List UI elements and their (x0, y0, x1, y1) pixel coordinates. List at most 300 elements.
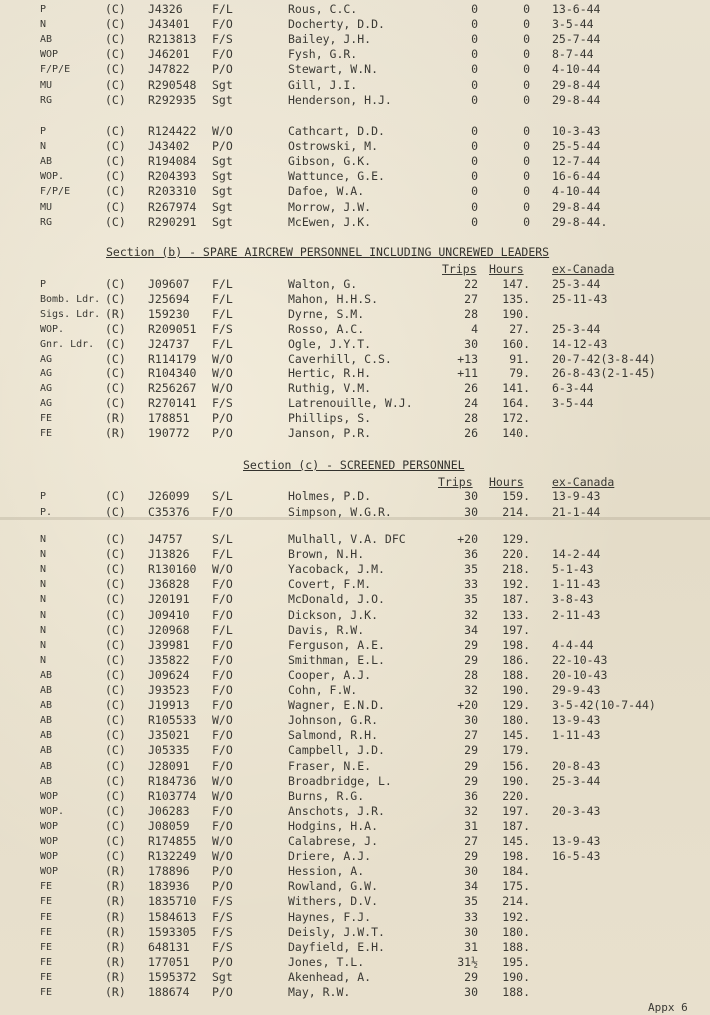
service-number-cell: J05335 (148, 743, 190, 758)
table-row (0, 78, 710, 93)
table-row (0, 894, 710, 909)
ex-canada-cell: 5-1-43 (552, 562, 594, 577)
ex-canada-cell: 4-10-44 (552, 184, 601, 199)
role-cell: WOP. (40, 171, 65, 183)
ex-canada-cell: 3-5-44 (552, 396, 594, 411)
trips-cell: 0 (471, 169, 478, 184)
table-row (0, 834, 710, 849)
table-row (0, 215, 710, 230)
hours-cell: 27. (509, 321, 530, 336)
category-cell: (C) (105, 834, 126, 848)
hours-cell: 147. (502, 277, 530, 291)
trips-cell: 35 (464, 562, 478, 577)
role-cell: AG (40, 368, 53, 380)
ex-canada-cell: 1-11-43 (552, 728, 601, 743)
trips-cell: 31½ (457, 954, 478, 969)
rank-cell: W/O (212, 773, 233, 788)
trips-cell: 30 (464, 864, 478, 879)
role-cell: N (40, 564, 47, 576)
role-cell: FE (40, 881, 53, 893)
role-cell: FE (40, 413, 53, 425)
role-cell: AB (40, 685, 53, 696)
role-cell: WOP. (40, 805, 65, 817)
rank-cell: F/O (212, 652, 233, 667)
category-cell: (R) (105, 969, 126, 984)
service-number-cell: J19913 (148, 698, 190, 713)
ex-canada-cell: 14-12-43 (552, 336, 608, 351)
ex-canada-cell: 29-8-44 (552, 199, 601, 214)
rank-cell: W/O (212, 381, 233, 396)
table-row (0, 124, 710, 139)
table-row (0, 985, 710, 1000)
rank-cell: F/S (212, 894, 233, 909)
category-cell: (R) (105, 954, 126, 969)
category-cell: (C) (105, 505, 126, 519)
service-number-cell: J09410 (148, 607, 190, 622)
name-cell: Driere, A.J. (288, 849, 372, 864)
hours-cell: 175. (502, 879, 530, 894)
name-cell: Yacoback, J.M. (288, 562, 385, 577)
category-cell: (C) (105, 637, 126, 652)
role-cell: AB (40, 156, 53, 168)
service-number-cell: R132249 (148, 849, 197, 864)
service-number-cell: R256267 (148, 381, 197, 396)
table-row (0, 910, 710, 925)
name-cell: Akenhead, A. (288, 969, 372, 984)
name-cell: Calabrese, J. (288, 834, 379, 848)
trips-cell: 31 (464, 939, 478, 954)
category-cell: (R) (105, 426, 126, 440)
rank-cell: F/L (212, 2, 233, 16)
trips-cell: 0 (471, 77, 478, 92)
ex-canada-cell: 22-10-43 (552, 652, 608, 667)
category-cell: (C) (105, 92, 126, 107)
hours-cell: 160. (502, 336, 530, 351)
role-cell: MU (40, 79, 53, 91)
trips-cell: +20 (457, 532, 478, 546)
rank-cell: F/L (212, 547, 233, 562)
hours-cell: 0 (523, 184, 530, 199)
table-row (0, 396, 710, 411)
name-cell: McEwen, J.K. (288, 214, 372, 229)
ex-canada-cell: 29-8-44 (552, 92, 601, 107)
role-cell: FE (40, 956, 53, 968)
role-cell: P (40, 279, 47, 290)
category-cell: (C) (105, 773, 126, 788)
category-cell: (C) (105, 77, 126, 92)
hours-cell: 0 (523, 47, 530, 62)
table-row (0, 184, 710, 199)
hours-cell: 140. (502, 426, 530, 440)
ex-canada-cell: 16-6-44 (552, 169, 601, 184)
category-cell: (C) (105, 607, 126, 622)
category-cell: (C) (105, 396, 126, 411)
rank-cell: F/O (212, 667, 233, 682)
rank-cell: F/O (212, 47, 233, 62)
rank-cell: Sgt (212, 214, 233, 229)
role-cell: FE (40, 911, 53, 923)
name-cell: Mulhall, V.A. DFC (288, 532, 406, 546)
trips-cell: 29 (464, 773, 478, 788)
category-cell: (C) (105, 728, 126, 743)
role-cell: AB (40, 730, 53, 742)
table-row (0, 489, 710, 504)
service-number-cell: R209051 (148, 321, 197, 336)
rank-cell: W/O (212, 849, 233, 864)
rank-cell: F/O (212, 698, 233, 713)
table-row (0, 322, 710, 337)
trips-cell: 26 (464, 426, 478, 440)
service-number-cell: J39981 (148, 637, 190, 652)
ex-canada-cell: 1-11-43 (552, 577, 601, 592)
trips-cell: 33 (464, 577, 478, 592)
role-cell: FE (40, 987, 53, 998)
hours-cell: 187. (502, 818, 530, 833)
category-cell: (C) (105, 577, 126, 592)
category-cell: (C) (105, 17, 126, 32)
service-number-cell: J24737 (148, 336, 190, 351)
trips-cell: 27 (464, 728, 478, 743)
service-number-cell: 159230 (148, 306, 190, 321)
table-row (0, 608, 710, 623)
service-number-cell: R124422 (148, 124, 197, 138)
name-cell: Dayfield, E.H. (288, 939, 385, 954)
category-cell: (R) (105, 879, 126, 894)
role-cell: N (40, 639, 47, 651)
section-c-hours-header: Hours (489, 475, 524, 489)
name-cell: Covert, F.M. (288, 577, 372, 592)
service-number-cell: J13826 (148, 547, 190, 562)
name-cell: Ogle, J.Y.T. (288, 336, 372, 351)
role-cell: WOP (40, 836, 59, 847)
name-cell: Rowland, G.W. (288, 879, 379, 894)
category-cell: (C) (105, 758, 126, 773)
name-cell: Cohn, F.W. (288, 683, 358, 697)
table-row (0, 200, 710, 215)
category-cell: (C) (105, 547, 126, 562)
rank-cell: Sgt (212, 169, 233, 184)
hours-cell: 192. (502, 577, 530, 592)
trips-cell: 0 (471, 47, 478, 62)
category-cell: (C) (105, 489, 126, 503)
rank-cell: W/O (212, 562, 233, 577)
role-cell: AB (40, 775, 53, 787)
table-row (0, 668, 710, 683)
table-row (0, 2, 710, 17)
hours-cell: 198. (502, 637, 530, 652)
name-cell: Walton, G. (288, 277, 358, 291)
category-cell: (C) (105, 562, 126, 577)
service-number-cell: 648131 (148, 939, 190, 954)
role-cell: AB (40, 745, 53, 757)
service-number-cell: J4326 (148, 2, 183, 16)
role-cell: WOP (40, 820, 59, 832)
table-row (0, 337, 710, 352)
service-number-cell: R292935 (148, 92, 197, 107)
service-number-cell: R213813 (148, 32, 197, 47)
ex-canada-cell: 4-10-44 (552, 62, 601, 77)
hours-cell: 0 (523, 139, 530, 154)
rank-cell: W/O (212, 351, 233, 366)
rank-cell: W/O (212, 713, 233, 728)
name-cell: McDonald, J.O. (288, 592, 385, 607)
table-row (0, 307, 710, 322)
hours-cell: 220. (502, 788, 530, 803)
table-row (0, 352, 710, 367)
rank-cell: F/O (212, 637, 233, 652)
rank-cell: F/O (212, 803, 233, 818)
service-number-cell: J43402 (148, 139, 190, 154)
table-row (0, 698, 710, 713)
service-number-cell: R194084 (148, 154, 197, 169)
rank-cell: F/S (212, 924, 233, 939)
service-number-cell: R290291 (148, 214, 197, 229)
service-number-cell: 188674 (148, 985, 190, 999)
ex-canada-cell: 20-3-43 (552, 803, 601, 818)
ex-canada-cell: 29-8-44 (552, 77, 601, 92)
trips-cell: 26 (464, 381, 478, 396)
trips-cell: 32 (464, 607, 478, 622)
name-cell: Holmes, P.D. (288, 489, 372, 503)
role-cell: P (40, 491, 47, 502)
ex-canada-cell: 14-2-44 (552, 547, 601, 562)
table-row (0, 849, 710, 864)
name-cell: Gibson, G.K. (288, 154, 372, 169)
service-number-cell: R104340 (148, 366, 197, 381)
hours-cell: 135. (502, 291, 530, 306)
category-cell: (C) (105, 381, 126, 396)
name-cell: Docherty, D.D. (288, 17, 385, 32)
name-cell: Henderson, H.J. (288, 92, 392, 107)
hours-cell: 0 (523, 154, 530, 169)
service-number-cell: J20968 (148, 622, 190, 637)
service-number-cell: 1584613 (148, 909, 197, 924)
name-cell: Bailey, J.H. (288, 32, 372, 47)
name-cell: Fraser, N.E. (288, 758, 372, 773)
hours-cell: 0 (523, 92, 530, 107)
trips-cell: 29 (464, 652, 478, 667)
name-cell: Fysh, G.R. (288, 47, 358, 62)
ex-canada-cell: 29-8-44. (552, 214, 608, 229)
hours-cell: 0 (523, 199, 530, 214)
ex-canada-cell: 13-9-43 (552, 713, 601, 728)
rank-cell: Sgt (212, 92, 233, 107)
name-cell: May, R.W. (288, 985, 351, 999)
ex-canada-cell: 6-3-44 (552, 381, 594, 396)
role-cell: WOP (40, 851, 59, 863)
hours-cell: 0 (523, 77, 530, 92)
category-cell: (C) (105, 214, 126, 229)
table-row (0, 17, 710, 32)
ex-canada-cell: 25-3-44 (552, 773, 601, 788)
trips-cell: 0 (471, 139, 478, 154)
category-cell: (C) (105, 803, 126, 818)
category-cell: (C) (105, 32, 126, 47)
trips-cell: 29 (464, 743, 478, 758)
trips-cell: 0 (471, 2, 478, 16)
rank-cell: P/O (212, 411, 233, 426)
trips-cell: 29 (464, 969, 478, 984)
rank-cell: F/S (212, 396, 233, 411)
role-cell: Sigs. Ldr. (40, 308, 101, 320)
ex-canada-cell: 13-9-43 (552, 489, 601, 503)
service-number-cell: 1595372 (148, 969, 197, 984)
ex-canada-cell: 29-9-43 (552, 683, 601, 697)
role-cell: F/P/E (40, 186, 71, 198)
rank-cell: S/L (212, 532, 233, 546)
table-row (0, 759, 710, 774)
trips-cell: 36 (464, 547, 478, 562)
category-cell: (C) (105, 788, 126, 803)
table-row (0, 577, 710, 592)
role-cell: WOP (40, 866, 59, 878)
trips-cell: 0 (471, 199, 478, 214)
role-cell: N (40, 594, 47, 606)
category-cell: (C) (105, 124, 126, 138)
appendix-note: Appx 6 (648, 1001, 688, 1014)
service-number-cell: C35376 (148, 505, 190, 519)
trips-cell: 24 (464, 396, 478, 411)
ex-canada-cell: 2-11-43 (552, 607, 601, 622)
category-cell: (C) (105, 849, 126, 864)
table-row (0, 789, 710, 804)
name-cell: Wattunce, G.E. (288, 169, 385, 184)
rank-cell: W/O (212, 834, 233, 848)
category-cell: (C) (105, 592, 126, 607)
section-b-trips-header: Trips (442, 262, 477, 276)
trips-cell: 28 (464, 411, 478, 426)
rank-cell: Sgt (212, 969, 233, 984)
trips-cell: 0 (471, 62, 478, 77)
rank-cell: F/S (212, 321, 233, 336)
trips-cell: 0 (471, 17, 478, 32)
service-number-cell: J06283 (148, 803, 190, 818)
category-cell: (R) (105, 909, 126, 924)
service-number-cell: 178896 (148, 864, 190, 879)
ex-canada-cell: 16-5-43 (552, 849, 601, 864)
category-cell: (R) (105, 864, 126, 879)
category-cell: (C) (105, 667, 126, 682)
category-cell: (R) (105, 306, 126, 321)
ex-canada-cell: 25-5-44 (552, 139, 601, 154)
category-cell: (C) (105, 199, 126, 214)
role-cell: AB (40, 34, 53, 46)
ex-canada-cell: 12-7-44 (552, 154, 601, 169)
service-number-cell: 183936 (148, 879, 190, 894)
service-number-cell: J20191 (148, 592, 190, 607)
role-cell: WOP (40, 49, 59, 61)
service-number-cell: J35822 (148, 652, 190, 667)
role-cell: FE (40, 971, 53, 983)
table-row (0, 93, 710, 108)
hours-cell: 184. (502, 864, 530, 879)
category-cell: (C) (105, 622, 126, 637)
service-number-cell: J08059 (148, 818, 190, 833)
service-number-cell: R204393 (148, 169, 197, 184)
service-number-cell: J36828 (148, 577, 190, 592)
ex-canada-cell: 8-7-44 (552, 47, 594, 62)
hours-cell: 190. (502, 306, 530, 321)
hours-cell: 91. (509, 351, 530, 366)
hours-cell: 192. (502, 909, 530, 924)
name-cell: Stewart, W.N. (288, 62, 379, 77)
hours-cell: 145. (502, 728, 530, 743)
role-cell: N (40, 549, 47, 561)
name-cell: Campbell, J.D. (288, 743, 385, 758)
hours-cell: 218. (502, 562, 530, 577)
name-cell: Morrow, J.W. (288, 199, 372, 214)
name-cell: Janson, P.R. (288, 426, 372, 440)
trips-cell: 36 (464, 788, 478, 803)
category-cell: (C) (105, 139, 126, 154)
rank-cell: P/O (212, 62, 233, 77)
category-cell: (C) (105, 291, 126, 306)
trips-cell: 30 (464, 985, 478, 999)
rank-cell: F/O (212, 592, 233, 607)
hours-cell: 133. (502, 607, 530, 622)
rank-cell: F/O (212, 17, 233, 32)
service-number-cell: R203310 (148, 184, 197, 199)
hours-cell: 197. (502, 622, 530, 637)
table-row (0, 169, 710, 184)
ex-canada-cell: 13-6-44 (552, 2, 601, 16)
role-cell: FE (40, 926, 53, 938)
rank-cell: Sgt (212, 199, 233, 214)
trips-cell: 34 (464, 879, 478, 894)
trips-cell: 32 (464, 683, 478, 697)
service-number-cell: J09624 (148, 667, 190, 682)
trips-cell: 35 (464, 894, 478, 909)
trips-cell: 35 (464, 592, 478, 607)
role-cell: RG (40, 216, 53, 228)
trips-cell: 0 (471, 32, 478, 47)
hours-cell: 180. (502, 713, 530, 728)
role-cell: WOP. (40, 323, 65, 335)
category-cell: (C) (105, 532, 126, 546)
rank-cell: F/L (212, 306, 233, 321)
category-cell: (C) (105, 2, 126, 16)
role-cell: FE (40, 896, 53, 908)
service-number-cell: R103774 (148, 788, 197, 803)
name-cell: Ostrowski, M. (288, 139, 379, 154)
service-number-cell: J4757 (148, 532, 183, 546)
trips-cell: 29 (464, 758, 478, 773)
rank-cell: F/O (212, 743, 233, 758)
trips-cell: 0 (471, 184, 478, 199)
role-cell: P (40, 126, 47, 137)
hours-cell: 180. (502, 924, 530, 939)
rank-cell: F/L (212, 277, 233, 291)
service-number-cell: 177051 (148, 954, 190, 969)
hours-cell: 0 (523, 32, 530, 47)
category-cell: (R) (105, 894, 126, 909)
category-cell: (C) (105, 743, 126, 758)
trips-cell: 27 (464, 834, 478, 848)
name-cell: Hodgins, H.A. (288, 818, 379, 833)
rank-cell: Sgt (212, 154, 233, 169)
rank-cell: W/O (212, 124, 233, 138)
service-number-cell: J93523 (148, 683, 190, 697)
category-cell: (C) (105, 154, 126, 169)
trips-cell: +11 (457, 366, 478, 381)
rank-cell: Sgt (212, 184, 233, 199)
role-cell: P. (40, 507, 53, 518)
role-cell: N (40, 19, 47, 31)
rank-cell: Sgt (212, 77, 233, 92)
service-number-cell: R290548 (148, 77, 197, 92)
hours-cell: 188. (502, 985, 530, 999)
role-cell: AG (40, 398, 53, 410)
